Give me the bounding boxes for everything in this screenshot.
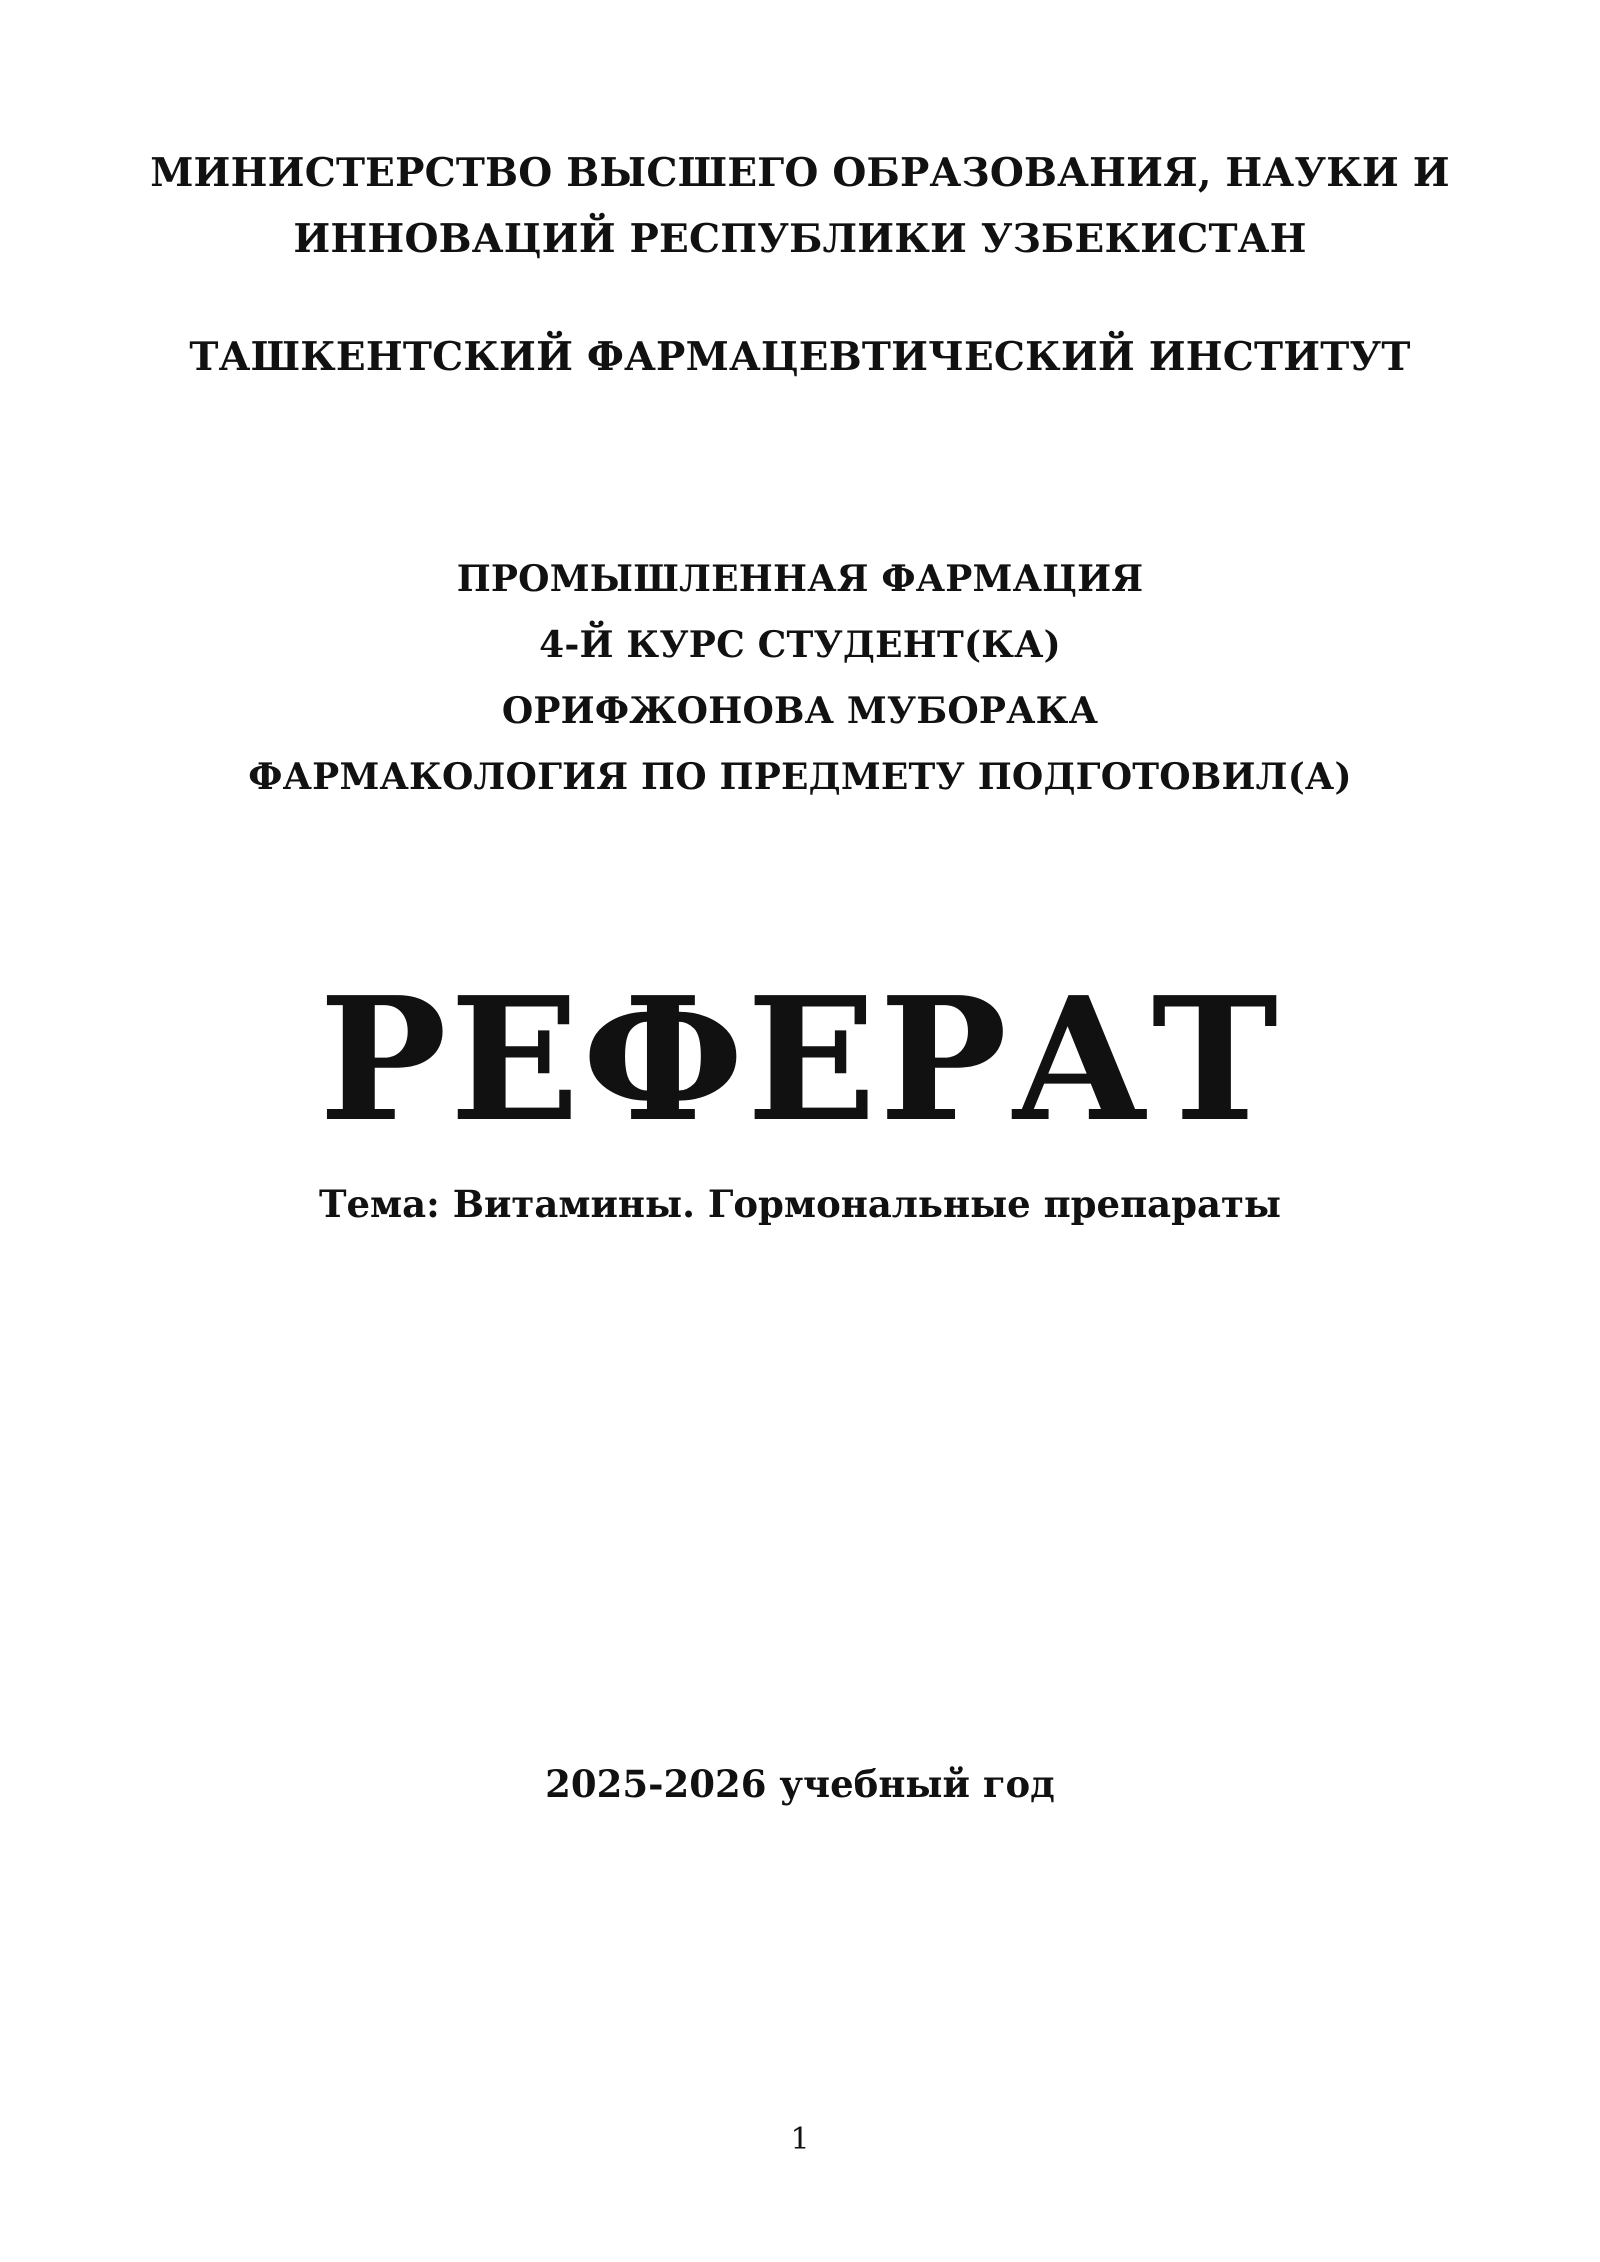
student-name: ОРИФЖОНОВА МУБОРАКА xyxy=(501,690,1099,732)
course-line: 4-Й КУРС СТУДЕНТ(КА) xyxy=(539,624,1061,666)
ministry-line-2: ИННОВАЦИЙ РЕСПУБЛИКИ УЗБЕКИСТАН xyxy=(293,216,1307,262)
faculty-name: ПРОМЫШЛЕННАЯ ФАРМАЦИЯ xyxy=(456,558,1144,600)
document-title: РЕФЕРАТ xyxy=(318,960,1282,1160)
institute-name: ТАШКЕНТСКИЙ ФАРМАЦЕВТИЧЕСКИЙ ИНСТИТУТ xyxy=(189,334,1411,380)
document-topic: Тема: Витамины. Гормональные препараты xyxy=(318,1182,1282,1226)
academic-year: 2025-2026 учебный год xyxy=(545,1762,1055,1806)
page-number: 1 xyxy=(790,2122,810,2157)
subject-line: ФАРМАКОЛОГИЯ ПО ПРЕДМЕТУ ПОДГОТОВИЛ(А) xyxy=(248,756,1352,798)
ministry-line-1: МИНИСТЕРСТВО ВЫСШЕГО ОБРАЗОВАНИЯ, НАУКИ И xyxy=(150,150,1450,196)
